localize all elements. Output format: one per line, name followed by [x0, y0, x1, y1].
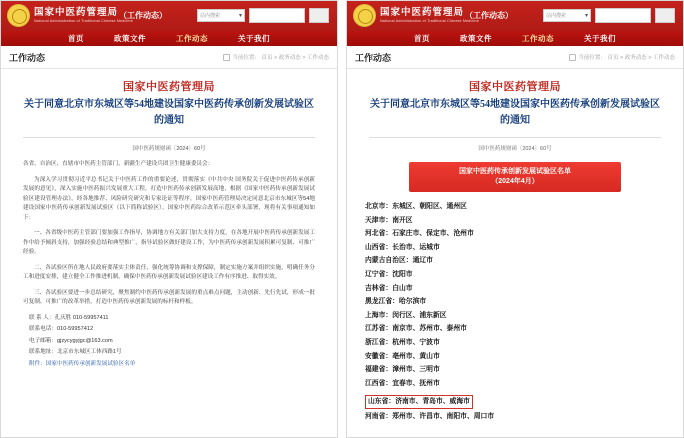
nav-item-about[interactable]: 关于我们 [584, 34, 616, 43]
province-name: 山西省： [365, 243, 393, 251]
document-divider [23, 137, 315, 138]
province-cities: 闵行区、浦东新区 [392, 311, 447, 319]
province-name: 安徽省： [365, 352, 393, 360]
document-number: 国中医药规财函〔2024〕60号 [478, 146, 552, 152]
breadcrumb-text: 当前位置： 首页 > 政务动态 > 工作动态 [232, 55, 329, 61]
emblem-icon [353, 4, 376, 27]
nav-item-policy[interactable]: 政策文件 [460, 34, 492, 43]
province-name: 辽宁省： [365, 270, 393, 278]
contact-line: 联 系 人：孔庆胜 010-59957411 [29, 314, 109, 321]
province-cities: 南开区 [392, 216, 413, 224]
site-logo-title: 国家中医药管理局 [380, 7, 465, 18]
province-cities: 长治市、运城市 [392, 243, 440, 251]
search-button[interactable] [309, 8, 329, 23]
province-name: 江西省： [365, 379, 393, 387]
province-name: 河北省： [365, 230, 393, 238]
search-button[interactable] [655, 8, 675, 23]
province-name: 黑龙江省： [365, 298, 399, 306]
nav-item-home[interactable]: 首页 [414, 34, 430, 43]
main-nav [1, 31, 337, 46]
province-cities: 石家庄市、保定市、沧州市 [392, 230, 474, 238]
site-logo-subtitle: National Administration of Traditional Chinese Medicine [380, 19, 479, 23]
site-tagline: （工作动态） [465, 11, 513, 20]
province-cities: 东城区、朝阳区、通州区 [392, 203, 467, 210]
province-cities: 郑州市、许昌市、南阳市、周口市 [392, 413, 495, 421]
list-item [365, 322, 665, 336]
province-name: 上海市： [365, 311, 393, 319]
list-item [365, 254, 665, 268]
right-page-panel [346, 0, 684, 438]
list-item [365, 309, 665, 323]
document-paragraph: 为深入学习贯彻习近平总书记关于中医药工作的重要论述，贯彻落实《中共中央 国务院关于促进中医药传承创新发展的意见》，深入实施中医药振兴发展重大工程，打造中医药传承创新发展高地，根据《国家中医药传承创新发展试验区建设管理办法》，经各地推荐、风险研究研究和专家论证等程序，国家中医药管理局决定同意北京市东城区等54地建设国家中医药传承创新发展试验区（以下简称试验区）。国家中医药综合改革示范区牵头部署，现将有关事项通知如下： [23, 176, 315, 221]
list-item [365, 350, 665, 364]
list-item [365, 295, 665, 309]
document-paragraph: 一、各省级中医药主管部门要加强工作指导，协调地方有关部门加大支持力度，在各地开展中医药传承创新发展工作中给予倾斜支持，加强经验总结和典型推广，指导试验区做好建设工作，为中医药传承创新发展积累可复制、可推广经验。 [23, 230, 315, 255]
province-cities: 南京市、苏州市、泰州市 [392, 325, 467, 333]
left-page-panel [0, 0, 338, 438]
page-title: 工作动态 [355, 52, 392, 63]
province-name: 河南省： [365, 413, 393, 421]
document-paragraph: 各省、自治区、直辖市中医药主管部门，新疆生产建设兵团卫生健康委员会： [23, 161, 214, 167]
nav-item-about[interactable]: 关于我们 [238, 34, 270, 43]
province-name: 内蒙古自治区： [365, 257, 413, 265]
province-cities: 漳州市、三明市 [392, 366, 440, 374]
home-icon [223, 54, 230, 61]
search-scope-select[interactable] [543, 9, 591, 22]
document-header-area [347, 69, 683, 152]
page-title: 工作动态 [9, 52, 46, 63]
search-scope-value: 站内搜索 [546, 13, 567, 19]
home-icon [569, 54, 576, 61]
chevron-down-icon: ▾ [238, 13, 242, 19]
province-name: 山东省： [368, 398, 396, 406]
document-title: 关于同意北京市东城区等54地建设国家中医药传承创新发展试验区的通知 [370, 99, 660, 126]
document-paragraph: 二、各试验区所在地人民政府要落实主体责任，强化统筹协调和支撑保障，制定实施方案并组织实施，明确任务分工和进度安排，建立健全工作推进机制，确保中医药传承创新发展试验区建设工作有序推进、取得实效。 [23, 264, 315, 280]
province-cities: 杭州市、宁波市 [392, 338, 440, 346]
province-cities: 济南市、青岛市、威海市 [395, 398, 470, 406]
document-title: 关于同意北京市东城区等54地建设国家中医药传承创新发展试验区的通知 [24, 99, 314, 126]
document-paragraph: 三、各试验区要进一步总结研究，聚焦制约中医药传承创新发展的重点难点问题，主动创新、先行先试，形成一批可复制、可推广的改革举措，打造中医药传承创新发展的标杆和样板。 [23, 289, 315, 305]
province-cities: 亳州市、黄山市 [392, 352, 440, 360]
list-item [365, 336, 665, 350]
list-item [365, 200, 665, 214]
nav-item-work-updates[interactable]: 工作动态 [522, 34, 554, 43]
search-box [197, 8, 329, 23]
list-item [365, 214, 665, 228]
list-heading-line1: 国家中医药传承创新发展试验区名单 [459, 168, 571, 175]
document-number: 国中医药规财函〔2024〕60号 [132, 146, 206, 152]
province-cities: 通辽市 [412, 257, 433, 265]
search-scope-select[interactable] [197, 9, 245, 22]
list-item [365, 268, 665, 282]
contact-line: 联系电话：010-59957412 [29, 326, 94, 332]
search-input[interactable] [249, 8, 305, 23]
breadcrumb-bar [347, 46, 683, 69]
document-body [1, 69, 337, 369]
list-heading-line2: （2024年4月） [491, 178, 539, 185]
province-name: 江苏省： [365, 325, 393, 333]
list-item [365, 282, 665, 296]
site-tagline: （工作动态） [119, 11, 167, 20]
province-name: 吉林省： [365, 284, 393, 292]
province-name: 北京市： [365, 203, 393, 210]
main-nav [347, 31, 683, 46]
breadcrumb-bar [1, 46, 337, 69]
province-cities: 白山市 [392, 284, 413, 292]
list-item [365, 241, 665, 255]
list-item [365, 410, 665, 424]
province-cities: 宜春市、抚州市 [392, 379, 440, 387]
search-box [543, 8, 675, 23]
province-list [347, 200, 683, 424]
province-name: 浙江省： [365, 338, 393, 346]
search-input[interactable] [595, 8, 651, 23]
list-item [365, 227, 665, 241]
attachment-link[interactable]: 附件：国家中医药传承创新发展试验区名单 [29, 360, 136, 367]
breadcrumb [223, 53, 329, 61]
nav-item-work-updates[interactable]: 工作动态 [176, 34, 208, 43]
site-header [1, 1, 337, 31]
document-org: 国家中医药管理局 [469, 81, 561, 93]
province-name: 天津市： [365, 216, 393, 224]
province-cities: 沈阳市 [392, 270, 413, 278]
site-logo[interactable] [353, 4, 479, 27]
nav-item-policy[interactable]: 政策文件 [114, 34, 146, 43]
breadcrumb [569, 53, 675, 61]
site-logo[interactable] [7, 4, 133, 27]
site-header [347, 1, 683, 31]
nav-item-home[interactable]: 首页 [68, 34, 84, 43]
chevron-down-icon: ▾ [584, 13, 588, 19]
list-heading-banner [409, 162, 621, 192]
site-logo-subtitle: National Administration of Traditional Chinese Medicine [34, 19, 133, 23]
list-item-highlighted [365, 395, 473, 409]
province-cities: 哈尔滨市 [398, 298, 427, 306]
list-item [365, 363, 665, 377]
site-logo-title: 国家中医药管理局 [34, 7, 119, 18]
province-name: 福建省： [365, 366, 393, 374]
contact-line: 电子邮箱：gjzycygyjgc@163.com [29, 337, 113, 344]
breadcrumb-text: 当前位置： 首页 > 政务动态 > 工作动态 [578, 55, 675, 61]
document-org: 国家中医药管理局 [123, 81, 215, 93]
document-divider [369, 137, 661, 138]
contact-line: 联系地址：北京市东城区工体西路1号 [29, 349, 122, 355]
list-item [365, 377, 665, 391]
search-scope-value: 站内搜索 [200, 13, 221, 19]
emblem-icon [7, 4, 30, 27]
